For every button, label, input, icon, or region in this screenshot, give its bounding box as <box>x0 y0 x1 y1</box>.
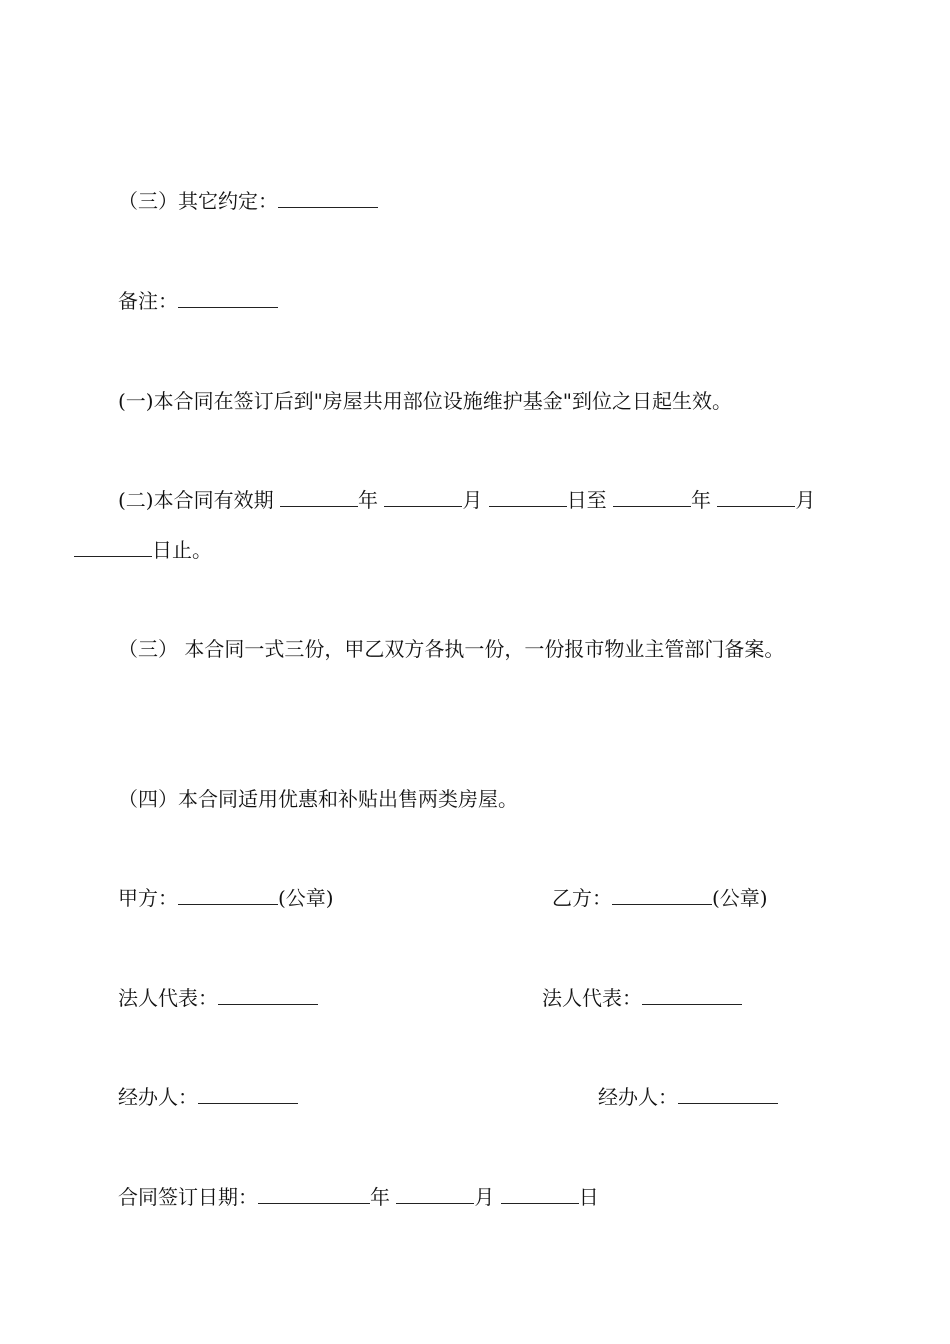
remarks-label: 备注： <box>118 289 178 313</box>
party-a-seal: (公章) <box>278 886 334 910</box>
end-month-label: 月 <box>795 488 816 512</box>
agent-a-blank[interactable] <box>198 1083 298 1104</box>
sign-year-label: 年 <box>370 1185 390 1209</box>
clause-2 <box>118 486 815 514</box>
agent-b-blank[interactable] <box>678 1083 778 1104</box>
sign-month-label: 月 <box>474 1185 495 1209</box>
party-b-seal: (公章) <box>712 886 768 910</box>
rep-a-label: 法人代表： <box>118 986 218 1010</box>
rep-b-label: 法人代表： <box>542 986 642 1010</box>
clause-1 <box>118 387 732 415</box>
sign-date-line <box>118 1183 599 1211</box>
party-a-line <box>118 884 334 912</box>
clause-2-prefix: (二)本合同有效期 <box>118 488 274 512</box>
start-day-label: 日至 <box>566 488 607 512</box>
agent-a-label: 经办人： <box>118 1085 198 1109</box>
clause-2-continued <box>74 536 212 564</box>
party-b-line <box>552 884 768 912</box>
end-year-label: 年 <box>691 488 712 512</box>
agent-b-line <box>598 1083 778 1111</box>
remarks-blank[interactable] <box>178 287 278 308</box>
sign-day-blank[interactable] <box>501 1183 579 1204</box>
clause-4 <box>118 785 518 813</box>
rep-b-blank[interactable] <box>642 984 742 1005</box>
start-year-label: 年 <box>357 488 378 512</box>
end-day-blank[interactable] <box>74 536 152 557</box>
clause-1-text: (一)本合同在签订后到"房屋共用部位设施维护基金"到位之日起生效。 <box>118 389 733 413</box>
party-b-blank[interactable] <box>612 884 712 905</box>
other-terms-label: （三）其它约定： <box>118 189 278 213</box>
start-month-blank[interactable] <box>384 486 462 507</box>
end-year-blank[interactable] <box>613 486 691 507</box>
clause-3 <box>118 635 784 663</box>
clause-4-text: （四）本合同适用优惠和补贴出售两类房屋。 <box>118 787 518 811</box>
sign-year-blank[interactable] <box>258 1183 370 1204</box>
remarks-line <box>118 287 278 315</box>
agent-a-line <box>118 1083 298 1111</box>
clause-3-text: （三） 本合同一式三份，甲乙双方各执一份，一份报市物业主管部门备案。 <box>118 637 785 661</box>
end-day-label: 日止。 <box>152 538 212 562</box>
start-day-blank[interactable] <box>489 486 567 507</box>
start-year-blank[interactable] <box>280 486 358 507</box>
sign-month-blank[interactable] <box>396 1183 474 1204</box>
party-b-label: 乙方： <box>552 886 612 910</box>
party-a-label: 甲方： <box>118 886 178 910</box>
sign-date-label: 合同签订日期： <box>118 1185 258 1209</box>
other-terms-blank[interactable] <box>278 187 378 208</box>
other-terms-line <box>118 187 378 215</box>
party-a-blank[interactable] <box>178 884 278 905</box>
rep-a-line <box>118 984 318 1012</box>
rep-b-line <box>542 984 742 1012</box>
end-month-blank[interactable] <box>717 486 795 507</box>
agent-b-label: 经办人： <box>598 1085 678 1109</box>
rep-a-blank[interactable] <box>218 984 318 1005</box>
start-month-label: 月 <box>462 488 483 512</box>
sign-day-label: 日 <box>578 1185 599 1209</box>
